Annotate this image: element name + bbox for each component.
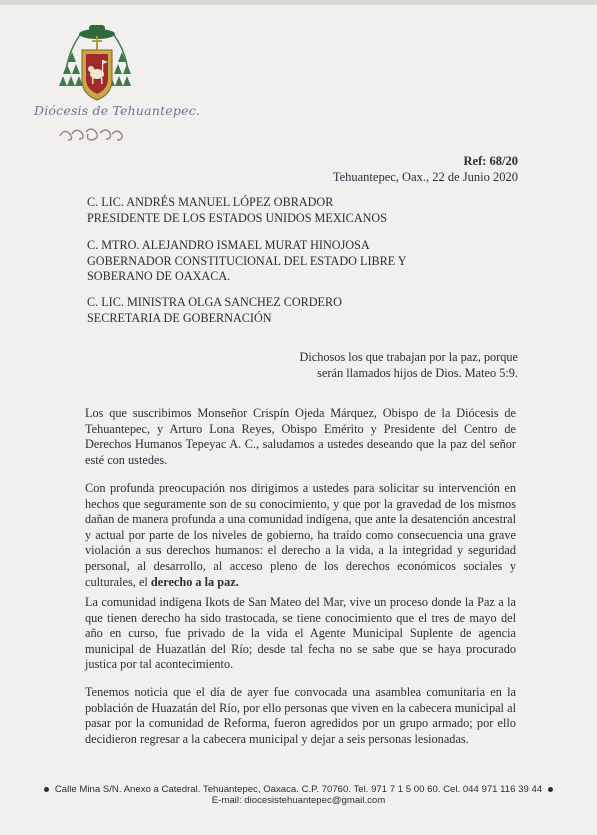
paragraph-concern bbox=[85, 481, 516, 590]
bullet-icon bbox=[44, 787, 49, 792]
epigraph-line: serán llamados hijos de Dios. Mateo 5:9. bbox=[317, 365, 518, 380]
paragraph-assembly: Tenemos noticia que el día de ayer fue convocada una asamblea comunitaria en la población de Huazatán del Río, por ello personas que viven en la cabecera municipal al pasar por la comunidad de Reforma, fueron agredidos por un grupo armado; por ello decidieron regresar a la cabecera municipal y dejar a seis personas lesionadas. bbox=[85, 685, 516, 746]
bullet-icon bbox=[548, 787, 553, 792]
date-line: Tehuantepec, Oax., 22 de Junio 2020 bbox=[332, 170, 518, 184]
recipient-line: GOBERNADOR CONSTITUCIONAL DEL ESTADO LIBRE Y bbox=[87, 253, 407, 268]
recipient-block-3 bbox=[87, 295, 342, 326]
recipient-line: SOBERANO DE OAXACA. bbox=[87, 269, 231, 283]
emphasis-right-to-peace: derecho a la paz. bbox=[150, 574, 239, 589]
recipient-line: C. MTRO. ALEJANDRO ISMAEL MURAT HINOJOSA bbox=[87, 238, 370, 252]
top-edge-band bbox=[0, 0, 597, 5]
paragraph-concern-text: Con profunda preocupación nos dirigimos a ustedes para solicitar su intervención en hechos que seguramente son de su conocimiento, y que por la gravedad de los mismos dañan de manera profunda a una comunidad indígena, que ante la desatención ancestral y actual por parte de los niveles de gobierno, ha traído como consecuencia una grave violación a sus derechos humanos: el derecho a la vida, a la integridad y seguridad personal, al desarrollo, al acceso pleno de los derechos económicos sociales y culturales, el bbox=[85, 481, 516, 589]
recipient-block-1 bbox=[87, 195, 387, 226]
paragraph-greeting: Los que suscribimos Monseñor Crispín Ojeda Márquez, Obispo de la Diócesis de Tehuantepec, y Arturo Lona Reyes, Obispo Emérito y Presidente del Centro de Derechos Humanos Tepeyac A. C., saludamos a ustedes deseando que la paz del señor esté con ustedes. bbox=[85, 406, 516, 467]
epigraph-line: Dichosos los que trabajan por la paz, porque bbox=[299, 350, 518, 364]
footer bbox=[0, 784, 597, 806]
recipient-line: C. LIC. MINISTRA OLGA SANCHEZ CORDERO bbox=[87, 295, 342, 309]
footer-address: Calle Mina S/N. Anexo a Catedral. Tehuantepec, Oaxaca. C.P. 70760. Tel. 971 7 1 5 00 60. Cel. 044 971 116 39 44 bbox=[54, 784, 543, 795]
reference-number: Ref: 68/20 bbox=[463, 154, 518, 168]
recipient-block-2 bbox=[87, 238, 407, 285]
recipient-line: SECRETARIA DE GOBERNACIÓN bbox=[87, 310, 272, 325]
diocese-crest-icon bbox=[58, 22, 136, 114]
recipient-line: PRESIDENTE DE LOS ESTADOS UNIDOS MEXICANOS bbox=[87, 210, 387, 225]
paragraph-community: La comunidad indígena Ikots de San Mateo del Mar, vive un proceso donde la Paz a la que tienen derecho ha sido trastocada, se tiene conocimiento que el tres de mayo del año en curso, fue privado de la vida el Agente Municipal Suplente de agencia municipal de Huazatlán del Río; desde tal fecha no se sabe que se haya procurado justica por tal acontecimiento. bbox=[85, 595, 516, 672]
footer-email: E-mail: diocesistehuantepec@gmail.com bbox=[211, 795, 386, 806]
recipient-line: C. LIC. ANDRÉS MANUEL LÓPEZ OBRADOR bbox=[87, 195, 334, 209]
ornament-flourish-icon bbox=[56, 124, 126, 146]
diocese-name: Diócesis de Tehuantepec. bbox=[34, 103, 201, 118]
epigraph-quote bbox=[299, 350, 518, 381]
